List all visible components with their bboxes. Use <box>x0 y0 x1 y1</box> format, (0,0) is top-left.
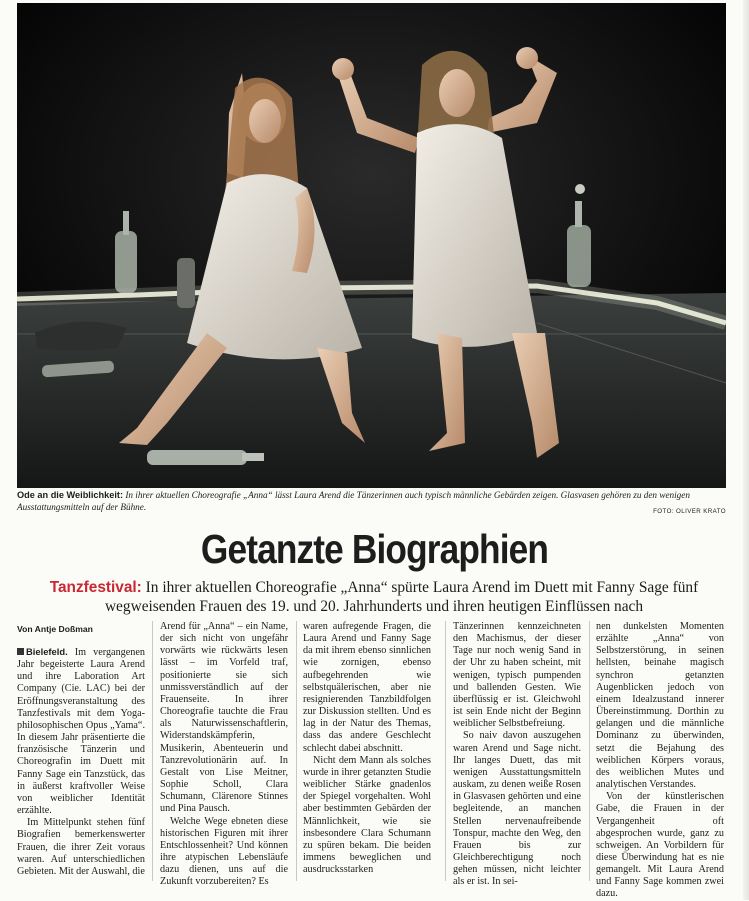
byline: Von Antje Doßman <box>17 624 93 634</box>
article-paragraph <box>17 646 145 817</box>
article-column-2 <box>160 621 288 888</box>
subhead-kicker: Tanzfestival: <box>49 579 142 596</box>
article-paragraph: Arend für „Anna“ – ein Name, der sich nicht von ungefähr vorwärts wie rückwärts lesen lässt – im Vorfeld traf, positionierte sie sich unmissverständlich auf der Frauenseite. In ihrer Choreografie tauchte die Frau als Naturwissenschaftlerin, Widerstandskämpferin, Musikerin, Abenteuerin und Tanzrevolutionärin auf. In Gestalt von Lise Meitner, Sophie Scholl, Clara Schumann, Clärenore Stinnes und Pina Pausch. <box>160 621 288 815</box>
photo-credit: FOTO: OLIVER KRATO <box>653 508 726 515</box>
article-paragraph: waren aufregende Fragen, die Laura Arend und Fanny Sage da mit ihrem ebenso sinnlichen wie zornigen, ebenso aufbegehrenden wie selbstquälerischen, aber nie resignierenden Tanzbildfolgen zur Diskussion stellten. Und es lag in der Natur des Themas, dass das andere Geschlecht schlecht dabei abschnitt. <box>303 621 431 754</box>
article-paragraph: So naiv davon auszugehen waren Arend und Sage nicht. Ihr langes Duett, das mit wenigen Ausstattungsmitteln auskam, zu denen weiße Rosen in Glasvasen gehörten und eine begleitende, an manchen Stellen nervenaufreibende Tonspur, machte den Weg, den Frauen bis zur Gleichberechtigung noch gehen müssen, nicht leichter als er ist. In sei- <box>453 730 581 888</box>
article-paragraph: Von der künstlerischen Gabe, die Frauen in der Vergangenheit oft abgesprochen wurde, ganz zu schweigen. An Vorbildern für diese Überwindung hat es nie gemangelt. Mit Laura Arend und Fanny Sage kommen zwei dazu. <box>596 791 724 900</box>
article-paragraph: nen dunkelsten Momenten erzählte „Anna“ von Selbstzerstörung, in seinen hellsten, beinahe magisch synchron getanzten Augenblicken jedoch von einem Idealzustand innerer Übereinstimmung. Dorthin zu gelangen und die männliche Dominanz zu überwinden, setzt die Bejahung des weiblichen Körpers voraus, des weiblichen Mutes und analytischen Verstandes. <box>596 621 724 791</box>
caption-text: In ihrer aktuellen Choreografie „Anna“ lässt Laura Arend die Tänzerinnen auch typisch männliche Gebärden zeigen. Glasvasen gehören zu den wenigen Ausstattungsmitteln auf der Bühne. <box>17 490 690 512</box>
article-column-4 <box>453 621 581 888</box>
column-rule <box>589 621 590 881</box>
subhead-text: In ihrer aktuellen Choreografie „Anna“ spürte Laura Arend im Duett mit Fanny Sage fünf wegweisenden Frauen des 19. und 20. Jahrhunderts und ihren heutigen Einflüssen nach <box>104 579 699 615</box>
article-paragraph: Tänzerinnen kennzeichneten den Machismus, der dieser Tage nur noch wenig Sand in der Uhr zu haben scheint, mit wenigen, typisch pumpenden und ballenden Gesten. Wie überflüssig er ist. Gleichwohl ist sein Ende nicht der Beginn weiblicher Selbstbefreiung. <box>453 621 581 730</box>
column-rule <box>152 621 153 881</box>
article-paragraph: Nicht dem Mann als solches wurde in ihrer getanzten Studie weiblicher Stärke gnadenlos der Spiegel vorgehalten. Wohl aber bestimmten Gebärden der Männlichkeit, wie sie insbesondere Clara Schumann zu spüren bekam. Die beiden immens beweglichen und ausdrucksstarken <box>303 754 431 876</box>
photo-caption <box>17 490 726 513</box>
page-edge-shadow <box>743 0 749 900</box>
article-column-1 <box>17 646 145 878</box>
dark-bottle <box>177 258 195 308</box>
article-paragraph: Welche Wege ebneten diese historischen Figuren mit ihrer Entschlossenheit? Und können ihre atypischen Lebensläufe dazu dienen, uns auf die Zukunft vorzubereiten? Es <box>160 815 288 888</box>
article-text: Im vergangenen Jahr begeisterte Laura Arend und ihre Laboration Art Company (Cie. LAC) bei der Eröffnungsveranstaltung des Tanzfestivals mit dem Yoga-philosophischen Opus „Yama“. In diesem Jahr präsentierte die französische Tänzerin und Choreografin im Duett mit Fanny Sage ein Tanzstück, das in äußerst kraftvoller Weise von weiblicher Identität erzählte. <box>17 647 145 817</box>
stage-floor <box>17 293 726 488</box>
caption-lead: Ode an die Weiblichkeit: <box>17 490 124 500</box>
headline: Getanzte Biographien <box>200 526 549 572</box>
column-rule <box>445 621 446 881</box>
article-column-5 <box>596 621 724 901</box>
photo-illustration <box>17 3 726 488</box>
column-rule <box>296 621 297 881</box>
article-paragraph: Im Mittelpunkt stehen fünf Biografien bemerkenswerter Frauen, die ihrer Zeit voraus waren. Auf unterschiedlichen Gebieten. Mit der Auswahl, die <box>17 817 145 877</box>
article-column-3 <box>303 621 431 876</box>
dance-photo <box>17 3 726 488</box>
subheadline <box>24 578 724 616</box>
dateline: Bielefeld. <box>26 646 68 657</box>
square-bullet-icon <box>17 648 24 655</box>
